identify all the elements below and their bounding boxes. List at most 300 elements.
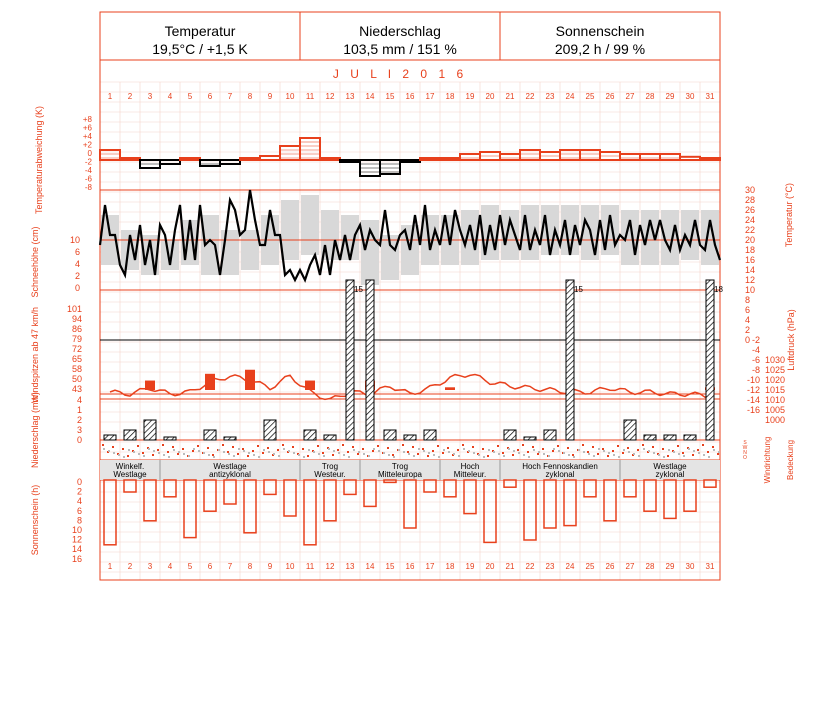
anomaly-tick: -8 bbox=[84, 183, 92, 192]
day-label-top: 26 bbox=[605, 92, 615, 101]
wind-dir-dot bbox=[542, 448, 544, 450]
temperature-tick: 26 bbox=[745, 205, 756, 215]
precip-bar bbox=[304, 430, 316, 440]
precip-bar bbox=[346, 280, 354, 440]
pressure-tick: 1025 bbox=[765, 365, 786, 375]
precip-bar bbox=[624, 420, 636, 440]
wind-dir-dot bbox=[557, 445, 559, 447]
wind-dir-dot bbox=[267, 447, 269, 449]
wind-tick: 58 bbox=[71, 364, 82, 374]
wind-dir-dot bbox=[102, 444, 104, 446]
cloud-dot bbox=[443, 449, 445, 451]
cloud-dot bbox=[333, 450, 335, 452]
wind-dir-dot bbox=[462, 444, 464, 446]
cloud-dot bbox=[563, 452, 565, 454]
precip-overflow-label: 18 bbox=[714, 285, 723, 294]
temperature-range-band bbox=[301, 195, 319, 255]
wind-dir-dot bbox=[697, 449, 699, 451]
cloud-dot bbox=[618, 456, 620, 458]
cloud-dot bbox=[603, 450, 605, 452]
sunshine-bar bbox=[464, 480, 476, 514]
wind-gust-bar bbox=[305, 381, 315, 390]
precip-tick: 4 bbox=[76, 395, 82, 405]
cloud-dot bbox=[378, 450, 380, 452]
sunshine-bar bbox=[364, 480, 376, 506]
anomaly-bar bbox=[620, 154, 640, 160]
day-label-bottom: 23 bbox=[545, 562, 555, 571]
sunshine-bar bbox=[704, 480, 716, 487]
temperature-range-band bbox=[701, 210, 719, 265]
cloud-dot bbox=[628, 451, 630, 453]
day-label-bottom: 22 bbox=[525, 562, 535, 571]
pattern-label-2: zyklonal bbox=[655, 470, 685, 479]
temperature-tick: 4 bbox=[745, 315, 751, 325]
wind-dir-dot bbox=[572, 454, 574, 456]
wind-dir-dot bbox=[162, 444, 164, 446]
wind-dir-dot bbox=[587, 451, 589, 453]
wind-axis-label: Windspitzen ab 47 km/h bbox=[30, 306, 40, 404]
wind-dir-dot bbox=[262, 452, 264, 454]
cloud-dot bbox=[503, 455, 505, 457]
temperature-range-band bbox=[201, 215, 219, 275]
wind-dir-axis-label: Windrichtung bbox=[763, 436, 772, 484]
cloud-dot bbox=[328, 448, 330, 450]
wind-tick: 50 bbox=[71, 374, 82, 384]
anomaly-bar bbox=[460, 154, 480, 160]
cloud-dot bbox=[708, 456, 710, 458]
precip-bar bbox=[566, 280, 574, 440]
anomaly-axis-label: Temperaturabweichung (K) bbox=[34, 105, 44, 215]
cloud-dot bbox=[573, 456, 575, 458]
cloud-dot bbox=[198, 450, 200, 452]
cloud-dot bbox=[148, 448, 150, 450]
day-label-bottom: 27 bbox=[625, 562, 635, 571]
wind-dir-dot bbox=[567, 447, 569, 449]
precip-bar bbox=[104, 435, 116, 440]
precip-minor-tick: 3 bbox=[76, 425, 82, 435]
wind-dir-dot bbox=[667, 455, 669, 457]
cloud-dot bbox=[413, 455, 415, 457]
wind-dir-dot bbox=[377, 445, 379, 447]
wind-dir-dot bbox=[207, 447, 209, 449]
cloud-dot bbox=[653, 452, 655, 454]
precip-bar bbox=[524, 437, 536, 440]
wind-dir-dot bbox=[282, 444, 284, 446]
day-label-top: 16 bbox=[405, 92, 415, 101]
cloud-dot bbox=[678, 453, 680, 455]
day-label-bottom: 13 bbox=[345, 562, 355, 571]
cloud-dot bbox=[193, 448, 195, 450]
anomaly-tick: +8 bbox=[82, 115, 92, 124]
day-label-top: 8 bbox=[247, 92, 253, 101]
cloud-dot bbox=[343, 454, 345, 456]
wind-tick: 72 bbox=[71, 344, 82, 354]
sunshine-bar bbox=[664, 480, 676, 518]
wind-dir-dot bbox=[407, 451, 409, 453]
wind-dir-dot bbox=[127, 455, 129, 457]
wind-dir-dot bbox=[372, 450, 374, 452]
day-label-bottom: 28 bbox=[645, 562, 655, 571]
day-label-top: 1 bbox=[107, 92, 113, 101]
cloud-dot bbox=[313, 451, 315, 453]
anomaly-bar bbox=[120, 158, 140, 160]
precip-bar bbox=[644, 435, 656, 440]
day-label-bottom: 10 bbox=[285, 562, 295, 571]
wind-dir-dot bbox=[392, 454, 394, 456]
wind-tick: 101 bbox=[66, 304, 82, 314]
cloud-dot bbox=[268, 451, 270, 453]
temperature-range-band bbox=[161, 240, 179, 270]
temperature-tick: 8 bbox=[745, 295, 751, 305]
cloud-dot bbox=[108, 450, 110, 452]
sunshine-bar bbox=[564, 480, 576, 526]
sunshine-bar bbox=[404, 480, 416, 528]
day-label-bottom: 17 bbox=[425, 562, 435, 571]
wind-dir-dot bbox=[337, 449, 339, 451]
day-label-bottom: 18 bbox=[445, 562, 455, 571]
day-label-top: 6 bbox=[207, 92, 213, 101]
sunshine-bar bbox=[164, 480, 176, 497]
wind-dir-mark: W bbox=[742, 445, 748, 451]
precipitation-label: Niederschlag bbox=[359, 23, 441, 39]
temperature-range-band bbox=[681, 210, 699, 260]
sun-tick: 10 bbox=[71, 525, 82, 535]
wind-dir-dot bbox=[352, 446, 354, 448]
wind-dir-dot bbox=[527, 451, 529, 453]
temperature-label: Temperatur bbox=[164, 23, 236, 39]
cloud-dot bbox=[203, 452, 205, 454]
temperature-tick: 24 bbox=[745, 215, 756, 225]
wind-dir-dot bbox=[322, 452, 324, 454]
day-label-top: 10 bbox=[285, 92, 295, 101]
temperature-tick: 30 bbox=[745, 185, 756, 195]
precip-bar bbox=[706, 280, 714, 440]
pressure-tick: 1005 bbox=[765, 405, 786, 415]
wind-dir-dot bbox=[197, 445, 199, 447]
wind-dir-dot bbox=[192, 450, 194, 452]
day-label-top: 9 bbox=[267, 92, 273, 101]
day-label-bottom: 20 bbox=[485, 562, 495, 571]
cloud-dot bbox=[543, 453, 545, 455]
wind-dir-dot bbox=[682, 452, 684, 454]
cloud-dot bbox=[363, 453, 365, 455]
cloud-dot bbox=[308, 449, 310, 451]
wind-tick: 43 bbox=[71, 384, 82, 394]
precip-bar bbox=[264, 420, 276, 440]
wind-dir-dot bbox=[512, 454, 514, 456]
day-label-bottom: 4 bbox=[167, 562, 173, 571]
snow-tick: 4 bbox=[74, 259, 80, 269]
wind-dir-dot bbox=[677, 445, 679, 447]
cloud-dot bbox=[118, 454, 120, 456]
sunshine-label: Sonnenschein bbox=[555, 23, 645, 39]
temperature-value: 19,5°C / +1,5 K bbox=[152, 41, 248, 57]
anomaly-bar bbox=[180, 158, 200, 160]
anomaly-bar bbox=[300, 138, 320, 160]
day-label-top: 27 bbox=[625, 92, 635, 101]
wind-dir-dot bbox=[607, 455, 609, 457]
cloud-dot bbox=[113, 452, 115, 454]
precip-bar bbox=[684, 435, 696, 440]
cloud-dot bbox=[388, 454, 390, 456]
pressure-tick: 1015 bbox=[765, 385, 786, 395]
cloud-dot bbox=[373, 448, 375, 450]
cloud-dot bbox=[233, 455, 235, 457]
cloud-dot bbox=[498, 453, 500, 455]
pattern-label-2: Westeur. bbox=[314, 470, 346, 479]
cloud-dot bbox=[383, 452, 385, 454]
wind-dir-dot bbox=[152, 454, 154, 456]
wind-dir-dot bbox=[417, 453, 419, 455]
wind-dir-dot bbox=[237, 453, 239, 455]
wind-dir-dot bbox=[447, 447, 449, 449]
precipitation-value: 103,5 mm / 151 % bbox=[343, 41, 457, 57]
temperature-tick: 0 bbox=[745, 335, 751, 345]
sun-tick: 12 bbox=[71, 534, 82, 545]
wind-dir-dot bbox=[427, 455, 429, 457]
cloud-dot bbox=[183, 453, 185, 455]
wind-dir-dot bbox=[532, 446, 534, 448]
day-label-top: 14 bbox=[365, 92, 375, 101]
precip-bar bbox=[544, 430, 556, 440]
cloud-dot bbox=[318, 453, 320, 455]
anomaly-bar bbox=[400, 160, 420, 162]
cloud-dot bbox=[533, 449, 535, 451]
wind-dir-dot bbox=[357, 453, 359, 455]
wind-dir-dot bbox=[642, 444, 644, 446]
sunshine-bar bbox=[444, 480, 456, 497]
precip-tick: 0 bbox=[76, 435, 82, 445]
anomaly-bar bbox=[420, 158, 440, 160]
cloud-dot bbox=[238, 448, 240, 450]
day-label-top: 4 bbox=[167, 92, 173, 101]
cloud-dot bbox=[513, 450, 515, 452]
cloud-dot bbox=[353, 449, 355, 451]
pattern-label-1: Winkelf. bbox=[115, 462, 145, 471]
temperature-tick: 10 bbox=[745, 285, 756, 295]
wind-dir-mark: S bbox=[743, 440, 747, 446]
wind-dir-dot bbox=[167, 451, 169, 453]
cloud-dot bbox=[663, 456, 665, 458]
cloud-dot bbox=[623, 449, 625, 451]
cloud-dot bbox=[463, 448, 465, 450]
sun-tick: 4 bbox=[76, 496, 82, 507]
sunshine-bar bbox=[244, 480, 256, 533]
day-label-top: 29 bbox=[665, 92, 675, 101]
sun-tick: 8 bbox=[76, 515, 82, 526]
wind-dir-dot bbox=[602, 448, 604, 450]
wind-gust-bar bbox=[245, 370, 255, 390]
day-label-top: 7 bbox=[227, 92, 233, 101]
sunshine-bar bbox=[184, 480, 196, 538]
cloud-dot bbox=[123, 456, 125, 458]
cloud-dot bbox=[588, 453, 590, 455]
sunshine-bar bbox=[524, 480, 536, 540]
pressure-temp-tick: -14 bbox=[746, 395, 760, 405]
cloud-dot bbox=[358, 451, 360, 453]
wind-dir-dot bbox=[637, 449, 639, 451]
day-label-bottom: 14 bbox=[365, 562, 375, 571]
sunshine-bar bbox=[104, 480, 116, 545]
cloud-dot bbox=[438, 456, 440, 458]
wind-dir-dot bbox=[622, 452, 624, 454]
day-label-top: 2 bbox=[127, 92, 133, 101]
precip-overflow-label: 15 bbox=[574, 285, 583, 294]
pattern-label-2: Westlage bbox=[113, 470, 147, 479]
day-label-top: 24 bbox=[565, 92, 575, 101]
sunshine-bar bbox=[644, 480, 656, 511]
wind-dir-dot bbox=[717, 453, 719, 455]
precip-bar bbox=[504, 430, 516, 440]
day-label-bottom: 8 bbox=[247, 562, 253, 571]
wind-dir-dot bbox=[437, 445, 439, 447]
cloud-dot bbox=[458, 455, 460, 457]
wind-gust-bar bbox=[205, 374, 215, 390]
snow-tick: 0 bbox=[74, 283, 80, 293]
sun-axis-label: Sonnenschein (h) bbox=[30, 484, 40, 556]
wind-dir-dot bbox=[487, 455, 489, 457]
sunshine-bar bbox=[684, 480, 696, 511]
cloud-dot bbox=[583, 451, 585, 453]
cloud-dot bbox=[703, 454, 705, 456]
cloud-dot bbox=[213, 456, 215, 458]
day-label-bottom: 15 bbox=[385, 562, 395, 571]
cloud-dot bbox=[718, 451, 720, 453]
day-label-top: 21 bbox=[505, 92, 515, 101]
day-label-top: 28 bbox=[645, 92, 655, 101]
cloud-dot bbox=[668, 449, 670, 451]
wind-dir-dot bbox=[617, 445, 619, 447]
cloud-dot bbox=[468, 450, 470, 452]
cloud-dot bbox=[643, 448, 645, 450]
pressure-temp-tick: -6 bbox=[751, 355, 760, 365]
cloud-dot bbox=[493, 451, 495, 453]
precip-bar bbox=[224, 437, 236, 440]
day-label-bottom: 7 bbox=[227, 562, 233, 571]
temperature-tick: 18 bbox=[745, 245, 756, 255]
day-label-top: 19 bbox=[465, 92, 475, 101]
pressure-temp-tick: -2 bbox=[751, 335, 760, 345]
wind-dir-dot bbox=[537, 453, 539, 455]
cloud-dot bbox=[613, 454, 615, 456]
cloud-dot bbox=[143, 455, 145, 457]
sunshine-bar bbox=[324, 480, 336, 521]
cloud-dot bbox=[608, 452, 610, 454]
cloud-dot bbox=[128, 449, 130, 451]
pressure-temp-tick: -8 bbox=[751, 365, 760, 375]
wind-dir-dot bbox=[317, 445, 319, 447]
day-label-bottom: 24 bbox=[565, 562, 575, 571]
wind-dir-dot bbox=[182, 448, 184, 450]
cloud-dot bbox=[278, 455, 280, 457]
day-label-bottom: 5 bbox=[187, 562, 193, 571]
wind-dir-dot bbox=[157, 449, 159, 451]
cloud-dot bbox=[483, 456, 485, 458]
pressure-temp-tick: -12 bbox=[746, 385, 760, 395]
pressure-tick: 1000 bbox=[765, 415, 786, 425]
temperature-range-band bbox=[241, 230, 259, 270]
cloud-dot bbox=[163, 454, 165, 456]
pressure-temp-tick: -4 bbox=[751, 345, 760, 355]
sun-tick: 14 bbox=[71, 544, 82, 555]
pattern-label-1: Westlage bbox=[213, 462, 247, 471]
cloud-dot bbox=[258, 456, 260, 458]
anomaly-tick: -6 bbox=[84, 174, 92, 184]
wind-dir-dot bbox=[252, 450, 254, 452]
cloud-dot bbox=[348, 456, 350, 458]
sunshine-bar bbox=[384, 480, 396, 482]
day-label-top: 20 bbox=[485, 92, 495, 101]
pressure-tick: 1020 bbox=[765, 375, 786, 385]
wind-dir-dot bbox=[177, 453, 179, 455]
temperature-tick: 2 bbox=[745, 325, 751, 335]
sunshine-value: 209,2 h / 99 % bbox=[554, 41, 646, 57]
wind-dir-dot bbox=[122, 448, 124, 450]
cloud-dot bbox=[693, 450, 695, 452]
precip-bar bbox=[204, 430, 216, 440]
cloud-dot bbox=[528, 456, 530, 458]
cloud-dot bbox=[423, 450, 425, 452]
day-label-top: 31 bbox=[705, 92, 715, 101]
cloud-dot bbox=[273, 453, 275, 455]
day-label-top: 11 bbox=[305, 92, 315, 101]
cloud-dot bbox=[523, 454, 525, 456]
anomaly-bar bbox=[200, 160, 220, 166]
cloud-dot bbox=[428, 452, 430, 454]
cloud-dot bbox=[648, 450, 650, 452]
cloud-dot bbox=[138, 453, 140, 455]
anomaly-bar bbox=[560, 150, 580, 160]
sunshine-bar bbox=[304, 480, 316, 545]
sunshine-bar bbox=[144, 480, 156, 521]
cloud-dot bbox=[173, 449, 175, 451]
day-label-top: 30 bbox=[685, 92, 695, 101]
anomaly-tick: 0 bbox=[87, 149, 92, 158]
cloud-dot bbox=[228, 453, 230, 455]
cloud-dot bbox=[283, 448, 285, 450]
precip-overflow-label: 15 bbox=[354, 285, 363, 294]
pressure-temp-tick: -10 bbox=[746, 375, 760, 385]
cloud-dot bbox=[713, 449, 715, 451]
anomaly-bar bbox=[680, 157, 700, 160]
pressure-tick: 1010 bbox=[765, 395, 786, 405]
anomaly-tick: +2 bbox=[82, 140, 92, 150]
cloud-dot bbox=[538, 451, 540, 453]
day-label-bottom: 31 bbox=[705, 562, 715, 571]
wind-gust-bar bbox=[445, 387, 455, 390]
cloud-dot bbox=[508, 448, 510, 450]
snow-tick: 10 bbox=[69, 235, 80, 245]
cloud-dot bbox=[658, 454, 660, 456]
wind-dir-dot bbox=[402, 444, 404, 446]
temperature-tick: 22 bbox=[745, 225, 756, 235]
wind-dir-dot bbox=[222, 444, 224, 446]
sunshine-bar bbox=[504, 480, 516, 487]
snow-axis-label: Schneehöhe (cm) bbox=[30, 226, 40, 298]
wind-dir-dot bbox=[522, 444, 524, 446]
wind-dir-dot bbox=[502, 452, 504, 454]
cloud-dot bbox=[223, 451, 225, 453]
pattern-label-1: Hoch bbox=[460, 462, 480, 471]
precip-tick: 2 bbox=[76, 415, 82, 425]
cloud-axis-label: Bedeckung bbox=[786, 439, 795, 481]
anomaly-bar bbox=[100, 150, 120, 160]
day-label-top: 25 bbox=[585, 92, 595, 101]
wind-dir-dot bbox=[142, 452, 144, 454]
cloud-dot bbox=[293, 452, 295, 454]
cloud-dot bbox=[418, 448, 420, 450]
wind-dir-dot bbox=[652, 446, 654, 448]
